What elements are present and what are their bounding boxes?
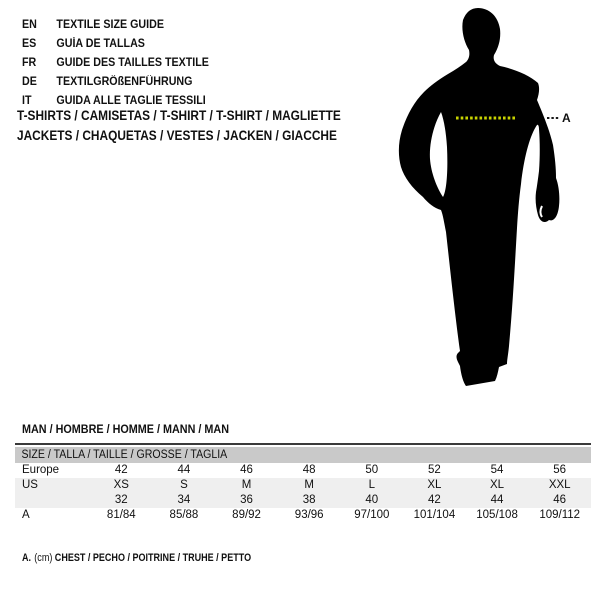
size-value: 81/84 xyxy=(106,509,136,521)
size-value: M xyxy=(304,479,314,491)
man-silhouette xyxy=(399,8,560,386)
language-label: GUIDE DES TAILLES TEXTILE xyxy=(56,57,209,69)
table-row-us xyxy=(15,478,591,493)
size-value: 32 xyxy=(114,494,128,506)
size-value: M xyxy=(241,479,252,491)
size-value: 109/112 xyxy=(539,509,581,521)
size-value: 54 xyxy=(490,464,504,476)
section-title-man: MAN / HOMBRE / HOMME / MANN / MAN xyxy=(22,422,229,436)
size-table-header xyxy=(15,447,591,463)
language-code: EN xyxy=(22,19,37,31)
size-value: L xyxy=(368,479,376,491)
size-table-header-label: SIZE / TALLA / TAILLE / GRÖSSE / TAGLIA xyxy=(21,449,228,461)
size-value: XS xyxy=(113,479,129,491)
size-value: 40 xyxy=(365,494,379,506)
footnote-text: CHEST / PECHO / POITRINE / TRUHE / PETTO xyxy=(54,552,252,564)
size-value: S xyxy=(180,479,188,491)
size-value: XXL xyxy=(548,479,571,491)
size-value: 97/100 xyxy=(354,509,390,521)
size-value: 52 xyxy=(428,464,441,476)
language-label: GUÍA DE TALLAS xyxy=(56,38,145,50)
language-label: GUIDA ALLE TAGLIE TESSILI xyxy=(56,95,206,107)
size-value: 93/96 xyxy=(294,509,324,521)
size-value: 42 xyxy=(428,494,441,506)
size-value: XL xyxy=(490,479,505,491)
size-value: 101/104 xyxy=(413,509,456,521)
table-top-border xyxy=(15,443,591,445)
row-label xyxy=(15,493,90,508)
category-line-tshirts: T-SHIRTS / CAMISETAS / T-SHIRT / T-SHIRT / MAGLIETTE xyxy=(17,108,341,123)
row-label: A xyxy=(22,509,30,521)
language-label: TEXTILE SIZE GUIDE xyxy=(56,19,164,31)
table-row-alt xyxy=(15,493,591,508)
language-code: FR xyxy=(22,57,37,69)
measurement-footnote xyxy=(22,551,251,565)
table-row-europe xyxy=(15,463,591,478)
language-code: DE xyxy=(22,76,37,88)
size-value: 38 xyxy=(302,494,316,506)
row-label: Europe xyxy=(22,464,60,476)
size-value: 85/88 xyxy=(169,509,199,521)
size-value: 46 xyxy=(553,494,567,506)
size-value: XL xyxy=(427,479,442,491)
size-value: 36 xyxy=(240,494,253,506)
size-value: 42 xyxy=(114,464,128,476)
size-value: 34 xyxy=(177,494,191,506)
footnote-unit: (cm) xyxy=(34,552,53,564)
footnote-marker: A. xyxy=(22,552,32,564)
row-label: US xyxy=(22,479,38,491)
language-label: TEXTILGRÖßENFÜHRUNG xyxy=(56,76,193,88)
table-row-chest-a xyxy=(15,508,591,523)
size-value: 46 xyxy=(240,464,253,476)
size-value: 44 xyxy=(177,464,191,476)
language-code: ES xyxy=(22,38,37,50)
size-value: 44 xyxy=(490,494,504,506)
size-table xyxy=(15,443,591,523)
chest-measure-label: A xyxy=(562,111,571,125)
size-value: 56 xyxy=(553,464,567,476)
size-value: 89/92 xyxy=(232,509,261,521)
language-code: IT xyxy=(22,95,32,107)
size-value: 105/108 xyxy=(476,509,518,521)
size-value: 50 xyxy=(365,464,379,476)
category-line-jackets: JACKETS / CHAQUETAS / VESTES / JACKEN / GIACCHE xyxy=(17,128,337,143)
size-value: 48 xyxy=(302,464,316,476)
